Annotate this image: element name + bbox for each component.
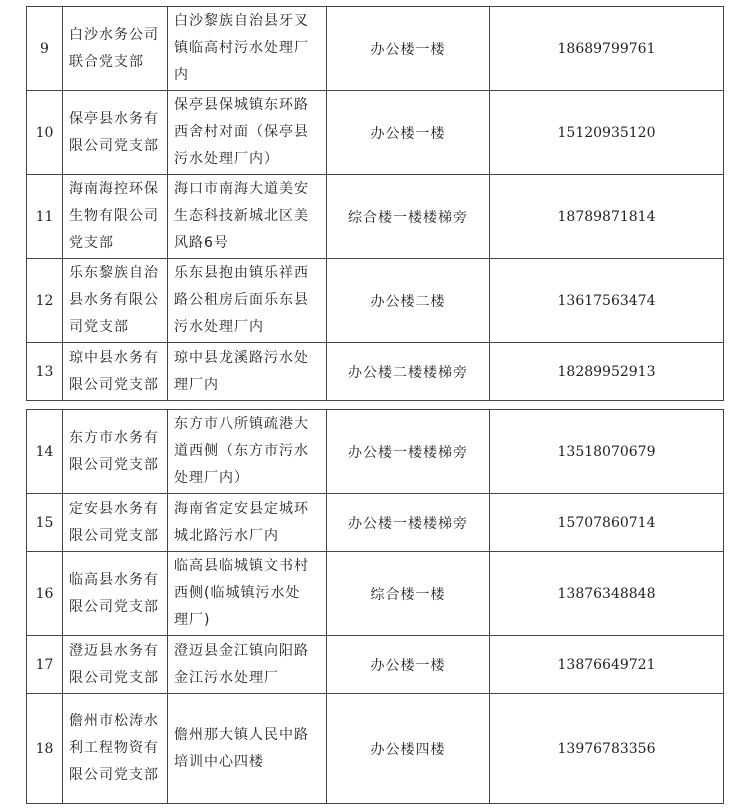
- contact-phone: 13976783356: [490, 694, 724, 804]
- table-row: [27, 410, 724, 494]
- contact-phone: 18789871814: [490, 175, 724, 259]
- office-location: 办公楼二楼: [327, 259, 490, 343]
- contact-phone: 13518070679: [490, 410, 724, 494]
- contact-phone: 13876348848: [490, 552, 724, 636]
- branch-name: 定安县水务有 限公司党支部: [63, 494, 168, 552]
- contact-phone: 18289952913: [490, 343, 724, 401]
- office-location: 办公楼一楼楼梯旁: [327, 494, 490, 552]
- branch-name: 儋州市松涛水 利工程物资有 限公司党支部: [63, 694, 168, 804]
- office-location: 办公楼四楼: [327, 694, 490, 804]
- branch-address: 澄迈县金江镇向阳路 金江污水处理厂: [168, 636, 327, 694]
- table-row: [27, 694, 724, 804]
- row-number: 16: [27, 552, 63, 636]
- contact-phone: 13617563474: [490, 259, 724, 343]
- branch-address: 海口市南海大道美安 生态科技新城北区美 风路6号: [168, 175, 327, 259]
- office-location: 综合楼一楼楼梯旁: [327, 175, 490, 259]
- branch-address: 琼中县龙溪路污水处 理厂内: [168, 343, 327, 401]
- office-location: 办公楼一楼: [327, 91, 490, 175]
- table-row: [27, 343, 724, 401]
- table-row: [27, 636, 724, 694]
- table-row: [27, 259, 724, 343]
- office-location: 综合楼一楼: [327, 552, 490, 636]
- party-branch-table-part1: [26, 6, 724, 401]
- row-number: 13: [27, 343, 63, 401]
- table-row: [27, 91, 724, 175]
- branch-name: 澄迈县水务有 限公司党支部: [63, 636, 168, 694]
- row-number: 10: [27, 91, 63, 175]
- table-row: [27, 175, 724, 259]
- row-number: 12: [27, 259, 63, 343]
- branch-address: 保亭县保城镇东环路 西舍村对面（保亭县 污水处理厂内）: [168, 91, 327, 175]
- contact-phone: 18689799761: [490, 7, 724, 91]
- branch-address: 白沙黎族自治县牙叉 镇临高村污水处理厂 内: [168, 7, 327, 91]
- row-number: 9: [27, 7, 63, 91]
- table-row: [27, 7, 724, 91]
- row-number: 18: [27, 694, 63, 804]
- office-location: 办公楼一楼: [327, 636, 490, 694]
- row-number: 11: [27, 175, 63, 259]
- contact-phone: 13876649721: [490, 636, 724, 694]
- branch-name: 东方市水务有 限公司党支部: [63, 410, 168, 494]
- branch-address: 东方市八所镇疏港大 道西侧（东方市污水 处理厂内）: [168, 410, 327, 494]
- branch-name: 临高县水务有 限公司党支部: [63, 552, 168, 636]
- branch-name: 琼中县水务有 限公司党支部: [63, 343, 168, 401]
- branch-address: 临高县临城镇文书村 西侧(临城镇污水处 理厂): [168, 552, 327, 636]
- branch-address: 海南省定安县定城环 城北路污水厂内: [168, 494, 327, 552]
- branch-name: 乐东黎族自治 县水务有限公 司党支部: [63, 259, 168, 343]
- office-location: 办公楼一楼: [327, 7, 490, 91]
- party-branch-table-part2: [26, 409, 724, 804]
- branch-address: 乐东县抱由镇乐祥西 路公租房后面乐东县 污水处理厂内: [168, 259, 327, 343]
- branch-name: 保亭县水务有 限公司党支部: [63, 91, 168, 175]
- table-row: [27, 494, 724, 552]
- office-location: 办公楼一楼楼梯旁: [327, 410, 490, 494]
- row-number: 14: [27, 410, 63, 494]
- branch-name: 海南海控环保 生物有限公司 党支部: [63, 175, 168, 259]
- contact-phone: 15120935120: [490, 91, 724, 175]
- branch-name: 白沙水务公司 联合党支部: [63, 7, 168, 91]
- row-number: 15: [27, 494, 63, 552]
- office-location: 办公楼二楼楼梯旁: [327, 343, 490, 401]
- table-row: [27, 552, 724, 636]
- branch-address: 儋州那大镇人民中路 培训中心四楼: [168, 694, 327, 804]
- contact-phone: 15707860714: [490, 494, 724, 552]
- row-number: 17: [27, 636, 63, 694]
